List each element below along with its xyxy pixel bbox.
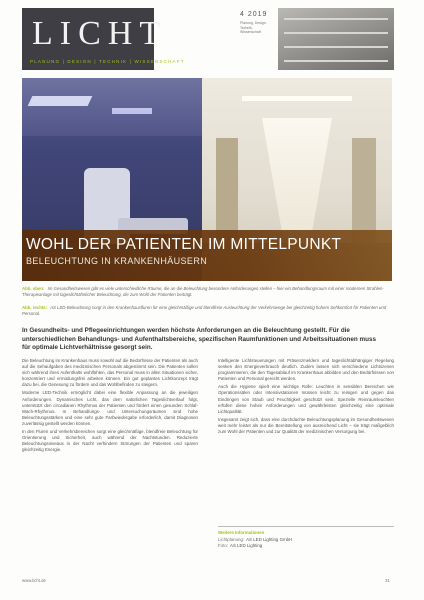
magazine-logo: LICHT (32, 15, 168, 52)
photo-caption-top (22, 286, 392, 297)
info-line (218, 543, 394, 549)
info-value: AS LED Lighting (230, 543, 263, 548)
body-paragraph: Die Beleuchtung im Krankenhaus muss sowohl auf die Bedürfnisse der Patienten als auch auf die Sehaufgaben des medizinischen Personals abgestimmt sein. Die Patienten sollen sich während ihres Aufenthalts wohlfühlen, das Personal muss in allen Situationen sicher, konzentriert und ermüdungsfrei arbeiten können. Ein gut geplantes Lichtkonzept trägt dazu bei, die Genesung zu fördern und das Wohlbefinden zu steigern. (22, 358, 198, 388)
info-label: Lichtplanung: (218, 537, 245, 542)
body-paragraph: Insgesamt zeigt sich, dass eine durchdachte Beleuchtungsplanung im Gesundheitswesen weit mehr leistet als nur die Bereitstellung von ausreichend Licht – sie trägt maßgeblich zum Wohl der Patienten und zur Qualität der medizinischen Versorgung bei. (218, 416, 394, 435)
caption-text: AS LED-Beleuchtung sorgt in den Krankenhausfluren für eine gleichmäßige und blendfreie Ausleuchtung der Verkehrswege bei gleichzeitig hohem Sehkomfort für Patienten und Personal. (22, 305, 387, 316)
info-value: AS LED Lighting GmbH (246, 537, 293, 542)
caption-label: Abb. oben: (22, 286, 45, 291)
page-number: 31 (385, 578, 390, 583)
info-box (218, 526, 394, 549)
cover-thumbnail-image (278, 8, 394, 70)
footer-website: www.licht.de (22, 578, 46, 583)
masthead (22, 8, 185, 70)
info-label: Foto: (218, 543, 229, 548)
body-paragraph: Intelligente Lichtsteuerungen mit Präsenzmeldern und tageslichtabhängiger Regelung senken den Energieverbrauch deutlich. Zudem lassen sich verschiedene Lichtszenen programmieren, die den Tagesablauf im Krankenhaus abbilden und den Bedürfnissen von Patienten und Personal gerecht werden. (218, 358, 394, 382)
caption-label: Abb. rechts: (22, 305, 48, 310)
body-paragraph: Auch die Hygiene spielt eine wichtige Rolle: Leuchten in sensiblen Bereichen wie Operationssälen oder Intensivstationen müssen leicht zu reinigen und gegen das Eindringen von Staub und Feuchtigkeit geschützt sein. Spezielle Reinraumleuchten erfüllen diese hohen Anforderungen und gewährleisten gleichzeitig eine optimale Lichtqualität. (218, 384, 394, 414)
photo-caption-right (22, 305, 392, 316)
info-box-title: Weitere Informationen (218, 530, 265, 535)
body-paragraph: In den Fluren und Verkehrsbereichen sorgt eine gleichmäßige, blendfreie Beleuchtung für Orientierung und Sicherheit, auch während der Nachtstunden. Reduzierte Beleuchtungsniveaus in der Nacht verhindern Störungen der Patienten und sparen gleichzeitig Energie. (22, 429, 198, 453)
masthead-tagline: PLANUNG | DESIGN | TECHNIK | WISSENSCHAFT (30, 59, 185, 64)
issue-number: 4 2019 (240, 11, 268, 18)
body-column-right (218, 358, 394, 437)
article-subtitle: BELEUCHTUNG IN KRANKENHÄUSERN (26, 256, 208, 266)
body-paragraph: Moderne LED-Technik ermöglicht dabei eine flexible Anpassung an die jeweiligen Anforderungen. Dynamisches Licht, das dem natürlichen Tageslichtverlauf folgt, unterstützt den circadianen Rhythmus der Patienten und fördert einen gesunden Schlaf-Wach-Rhythmus. In Behandlungs- und Untersuchungsräumen sind hohe Beleuchtungsstärken und eine sehr gute Farbwiedergabe erforderlich, damit Diagnosen zuverlässig gestellt werden können. (22, 390, 198, 426)
caption-text: Im Gesundheitswesen gibt es viele unterschiedliche Räume, die an die Beleuchtung besondere Anforderungen stellen – hier ein Behandlungsraum mit einer modernen Strahlen-Therapieanlage mit tageslichtähnlicher Beleuchtung, die zum Wohl der Patienten beiträgt. (22, 286, 384, 297)
issue-subtitle: Planung, Design, Technik, Wissenschaft (240, 21, 267, 34)
body-column-left (22, 358, 198, 455)
article-title: WOHL DER PATIENTEN IM MITTELPUNKT (26, 236, 342, 253)
lead-paragraph: In Gesundheits- und Pflegeeinrichtungen werden höchste Anforderungen an die Beleuchtung gestellt. Für die unterschiedlichen Behandlungs- und Aufenthaltsbereiche, spezifischen Raumfunktionen und Arbeitssituationen muss für optimale Lichtverhältnisse gesorgt sein. (22, 327, 376, 351)
